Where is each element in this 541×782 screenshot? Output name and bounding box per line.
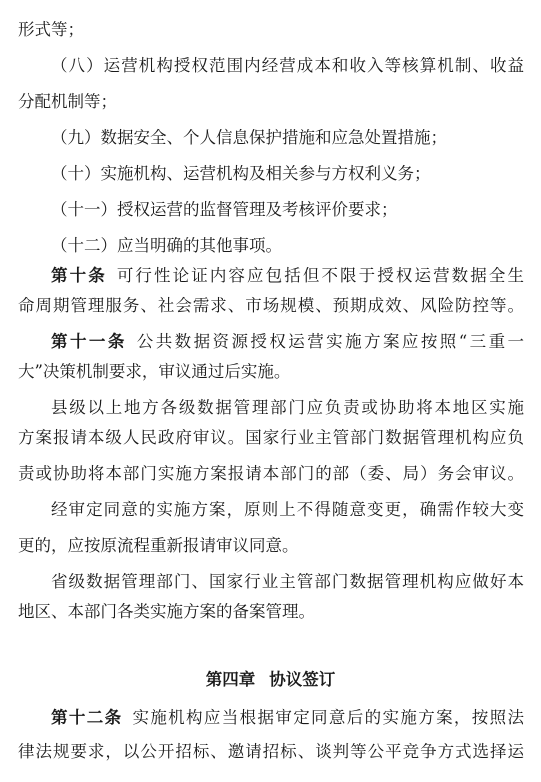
list-item-11: （十一）授权运营的监督管理及考核评价要求； [51, 200, 398, 219]
article-10-label: 第十条 [51, 266, 107, 285]
article-10-text: 可行性论证内容应包括但不限于授权运营数据全生 [116, 266, 524, 285]
paragraph-1-line1: 县级以上地方各级数据管理部门应负责或协助将本地区实施 [51, 398, 524, 417]
paragraph-3-line2: 地区、本部门各类实施方案的备案管理。 [18, 602, 315, 621]
list-item-12: （十二）应当明确的其他事项。 [51, 236, 282, 255]
article-11-line1 [51, 330, 524, 354]
list-item-10: （十）实施机构、运营机构及相关参与方权利义务； [51, 164, 431, 183]
article-12-label: 第十二条 [51, 708, 123, 727]
article-11-line2: 大”决策机制要求，审议通过后实施。 [18, 362, 291, 381]
article-10-line2: 命周期管理服务、社会需求、市场规模、预期成效、风险防控等。 [18, 296, 524, 315]
paragraph-2-line2: 更的，应按原流程重新报请审议同意。 [18, 536, 299, 555]
list-item-8-cont: 分配机制等； [18, 92, 117, 111]
article-12-line1 [51, 706, 524, 730]
chapter-title: 协议签订 [269, 670, 336, 689]
text-line: 形式等； [18, 20, 84, 39]
paragraph-2-line1: 经审定同意的实施方案，原则上不得随意变更，确需作较大变 [51, 500, 524, 519]
article-11-label: 第十一条 [51, 332, 127, 351]
paragraph-1-line2: 方案报请本级人民政府审议。国家行业主管部门数据管理机构应负 [18, 428, 524, 447]
chapter-heading [0, 668, 541, 692]
chapter-number: 第四章 [205, 670, 256, 689]
article-10-line1 [51, 264, 524, 288]
article-12-line2: 律法规要求，以公开招标、邀请招标、谈判等公平竞争方式选择运 [18, 742, 524, 761]
list-item-8: （八）运营机构授权范围内经营成本和收入等核算机制、收益 [51, 56, 524, 75]
article-11-text: 公共数据资源授权运营实施方案应按照“三重一 [136, 332, 524, 351]
article-12-text: 实施机构应当根据审定同意后的实施方案，按照法 [132, 708, 524, 727]
paragraph-1-line3: 责或协助将本部门实施方案报请本部门的部（委、局）务会审议。 [18, 464, 524, 483]
list-item-9: （九）数据安全、个人信息保护措施和应急处置措施； [51, 128, 447, 147]
paragraph-3-line1: 省级数据管理部门、国家行业主管部门数据管理机构应做好本 [51, 572, 524, 591]
